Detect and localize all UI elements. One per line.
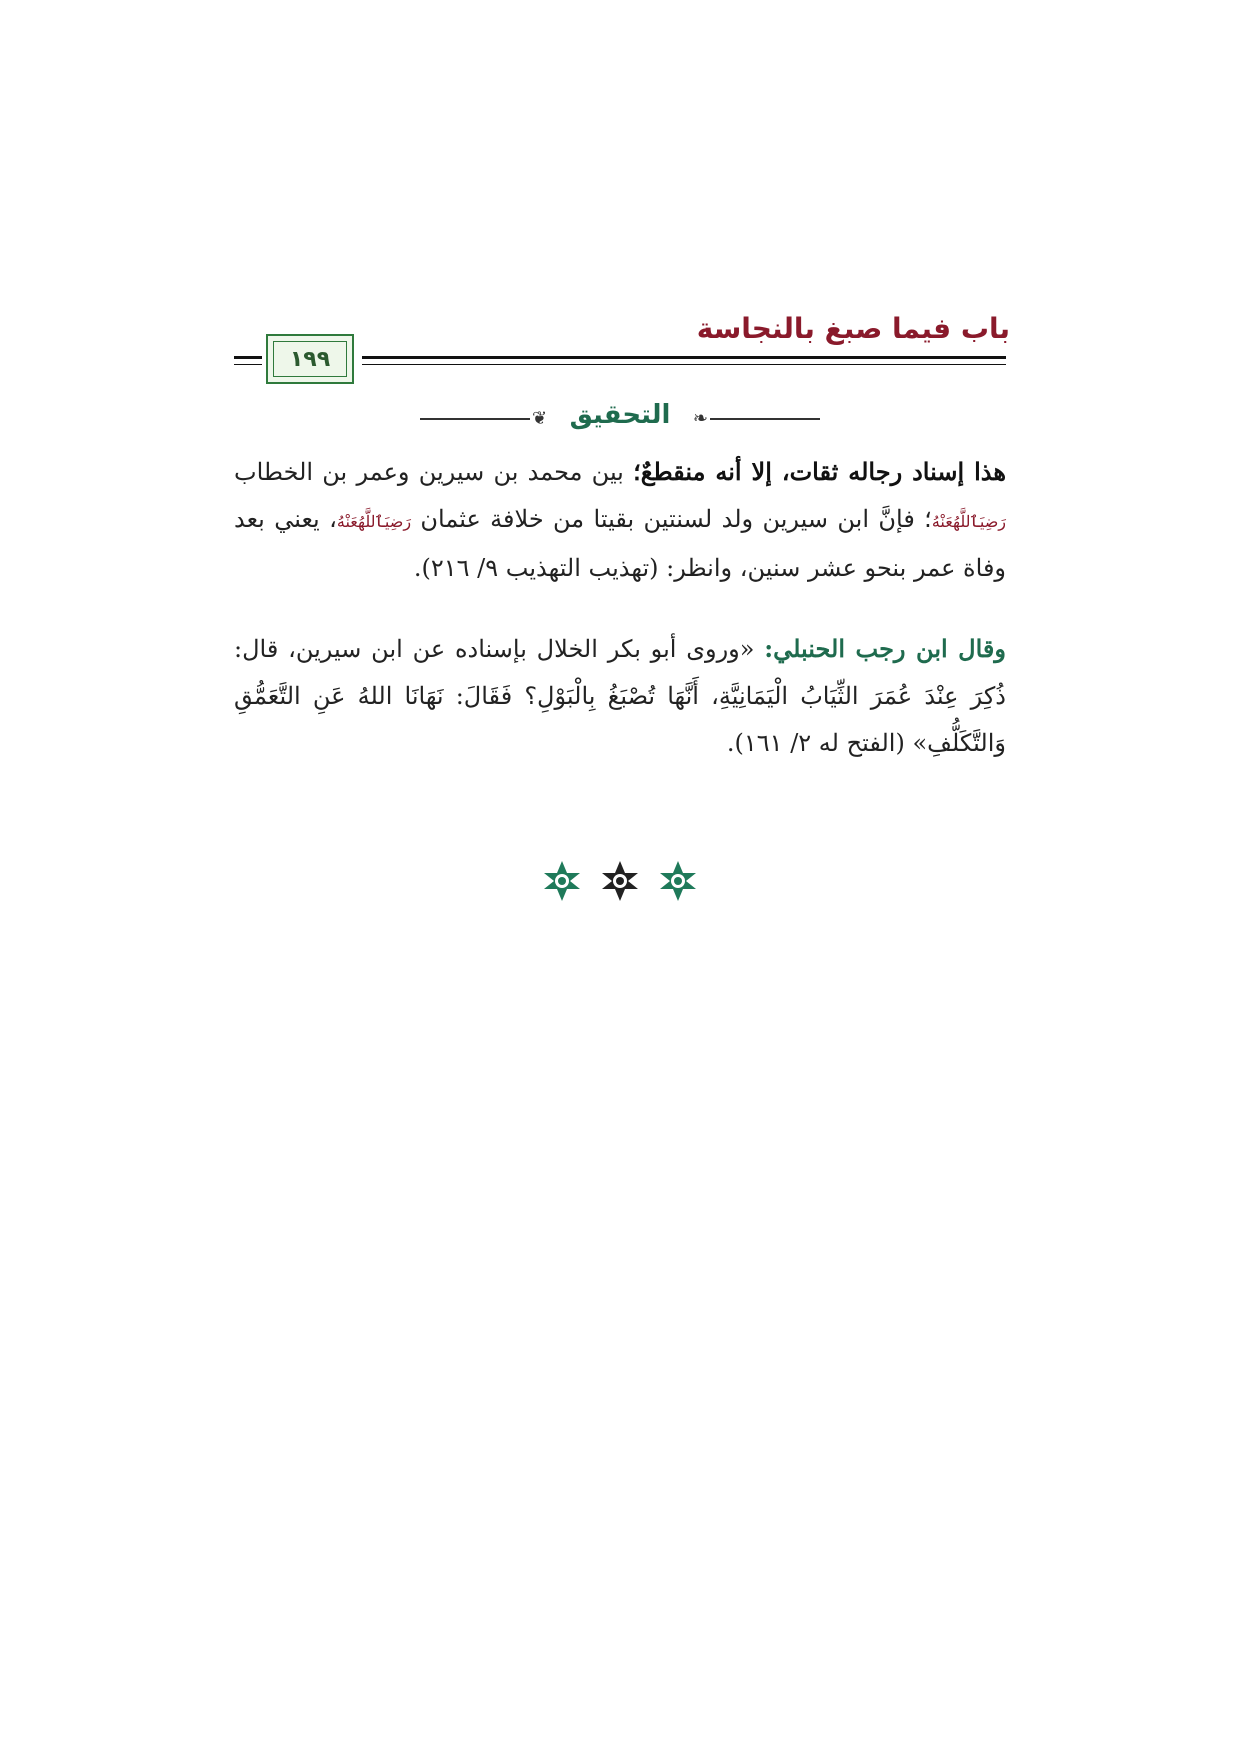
header-rule-bottom-right xyxy=(362,364,1006,365)
header-rule-top-right xyxy=(362,356,1006,359)
header-rule-bottom-left xyxy=(234,364,262,365)
flower-ornament-icon xyxy=(598,859,642,903)
header-rule-top-left xyxy=(234,356,262,359)
page-number-box xyxy=(266,334,354,384)
paragraph-1-text-b: ؛ فإنَّ ابن سيرين ولد لسنتين بقيتا من خلافة عثمان xyxy=(411,505,932,533)
page-number: ١٩٩ xyxy=(289,346,331,372)
section-title: التحقيق xyxy=(569,400,671,430)
honorific: رَضِيَٱللَّهُعَنْهُ xyxy=(931,512,1006,531)
ornament-row xyxy=(540,856,700,906)
flower-ornament-icon xyxy=(656,859,700,903)
paragraph-1 xyxy=(234,448,1006,592)
paragraph-2 xyxy=(234,625,1006,767)
honorific: رَضِيَٱللَّهُعَنْهُ xyxy=(336,512,412,531)
divider-ornament-icon: ❧ xyxy=(692,408,708,429)
divider-ornament-icon: ❦ xyxy=(532,408,548,429)
section-heading xyxy=(420,398,820,438)
paragraph-2-lead: وقال ابن رجب الحنبلي: xyxy=(764,634,1006,663)
flower-ornament-icon xyxy=(540,859,584,903)
paragraph-1-text-c: ، يعني بعد وفاة عمر بنحو عشر سنين، وانظر: (تهذيب التهذيب ٩/ ٢١٦). xyxy=(234,505,1006,582)
paragraph-1-lead: هذا إسناد رجاله ثقات، إلا أنه منقطعٌ؛ xyxy=(633,457,1006,486)
chapter-title: باب فيما صبغ بالنجاسة xyxy=(696,312,1010,345)
paragraph-1-text-a: بين محمد بن سيرين وعمر بن الخطاب xyxy=(234,458,634,486)
paragraph-2-text: «وروى أبو بكر الخلال بإسناده عن ابن سيرين، قال: ذُكِرَ عِنْدَ عُمَرَ الثِّيَابُ الْيَمَانِيَّةِ، أَنَّهَا تُصْبَغُ بِالْبَوْلِ؟ فَقَالَ: نَهَانَا اللهُ عَنِ التَّعَمُّقِ وَالتَّكَلُّفِ» (الفتح له ٢/ ١٦١). xyxy=(234,635,1006,757)
